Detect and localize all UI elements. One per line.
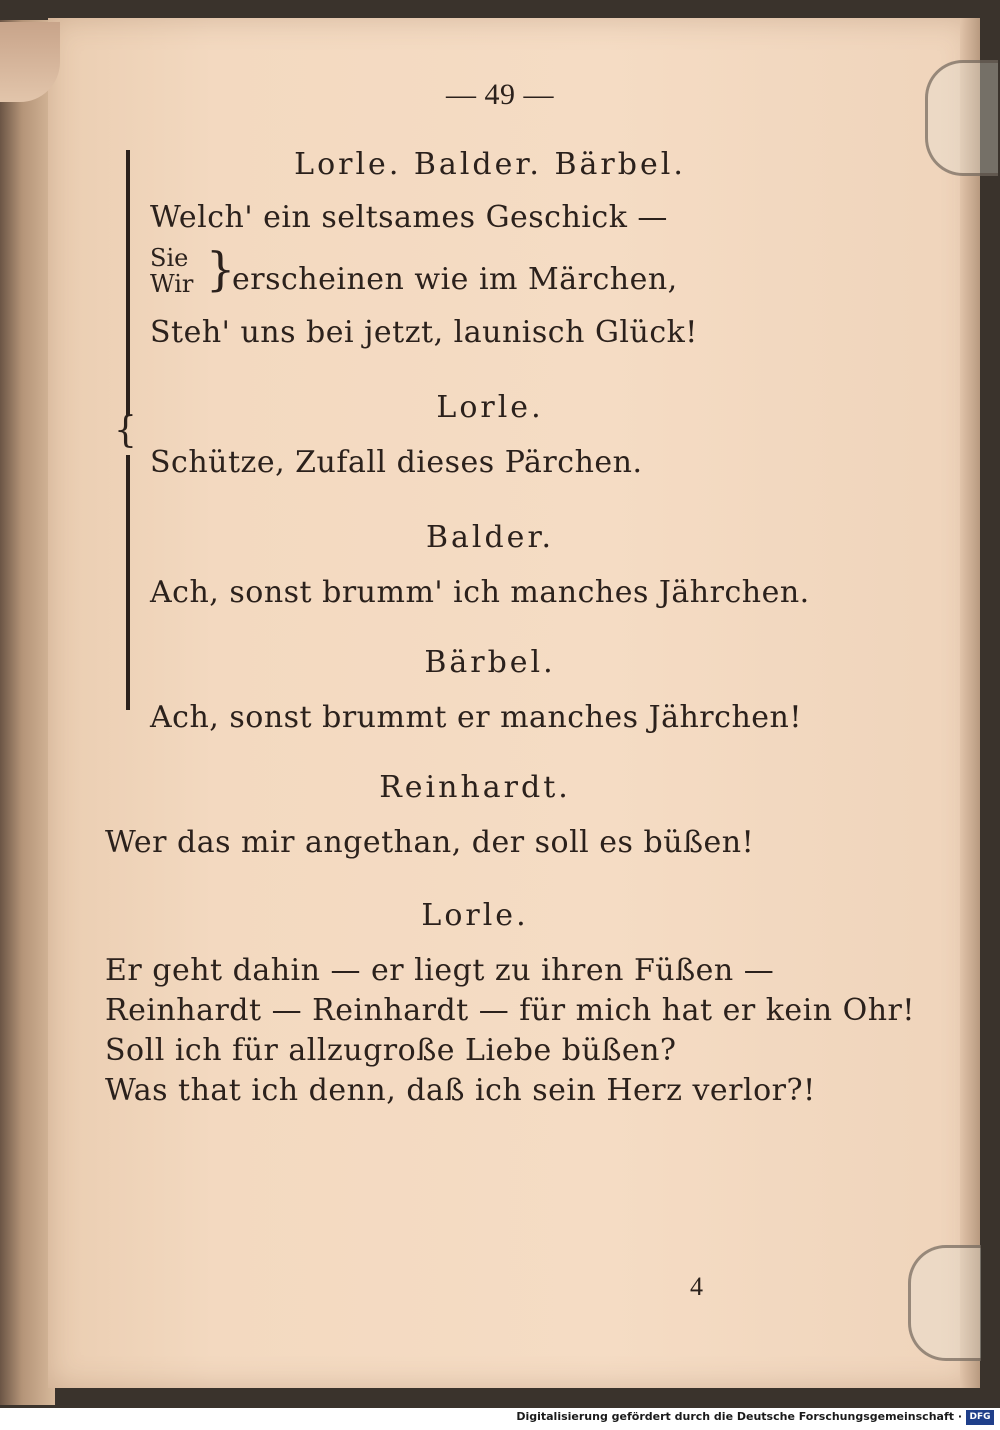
bracket-line-bottom <box>126 455 130 710</box>
bracket-brace: { <box>114 410 137 451</box>
verse-line: Wer das mir angethan, der soll es büßen! <box>105 825 755 860</box>
pronoun-stack-bottom: Wir <box>150 270 194 298</box>
pronoun-stack-top: Sie <box>150 244 189 272</box>
speaker-trio: Lorle. Balder. Bärbel. <box>294 147 686 182</box>
verse-line: Schütze, Zufall dieses Pärchen. <box>150 445 643 480</box>
pronoun-brace: } <box>206 242 236 296</box>
speaker-reinhardt: Reinhardt. <box>379 770 571 805</box>
verse-line: Steh' uns bei jetzt, launisch Glück! <box>150 315 698 350</box>
page-number: — 49 — <box>446 78 554 111</box>
page-edge-left <box>0 20 55 1405</box>
verse-line: Reinhardt — Reinhardt — für mich hat er kein Ohr! <box>105 993 915 1028</box>
bracket-line-top <box>126 150 130 415</box>
verse-line: Er geht dahin — er liegt zu ihren Füßen — <box>105 953 775 988</box>
verse-line: Welch' ein seltsames Geschick — <box>150 200 668 235</box>
clip-bottom <box>908 1245 981 1361</box>
verse-line: erscheinen wie im Märchen, <box>232 262 678 297</box>
verse-line: Was that ich denn, daß ich sein Herz verlor?! <box>105 1073 816 1108</box>
verse-line: Ach, sonst brummt er manches Jährchen! <box>150 700 802 735</box>
speaker-balder: Balder. <box>425 520 555 555</box>
speaker-lorle-2: Lorle. <box>421 898 529 933</box>
verse-line: Ach, sonst brumm' ich manches Jährchen. <box>150 575 810 610</box>
dfg-logo: DFG <box>966 1410 994 1425</box>
speaker-lorle: Lorle. <box>436 390 544 425</box>
page-edge-right <box>960 18 980 1388</box>
footer-credit: Digitalisierung gefördert durch die Deutsche Forschungsgemeinschaft · <box>516 1410 962 1423</box>
speaker-baerbel: Bärbel. <box>424 645 556 680</box>
clip-top <box>925 60 998 176</box>
signature-mark: 4 <box>690 1272 704 1301</box>
verse-line: Soll ich für allzugroße Liebe büßen? <box>105 1033 677 1068</box>
